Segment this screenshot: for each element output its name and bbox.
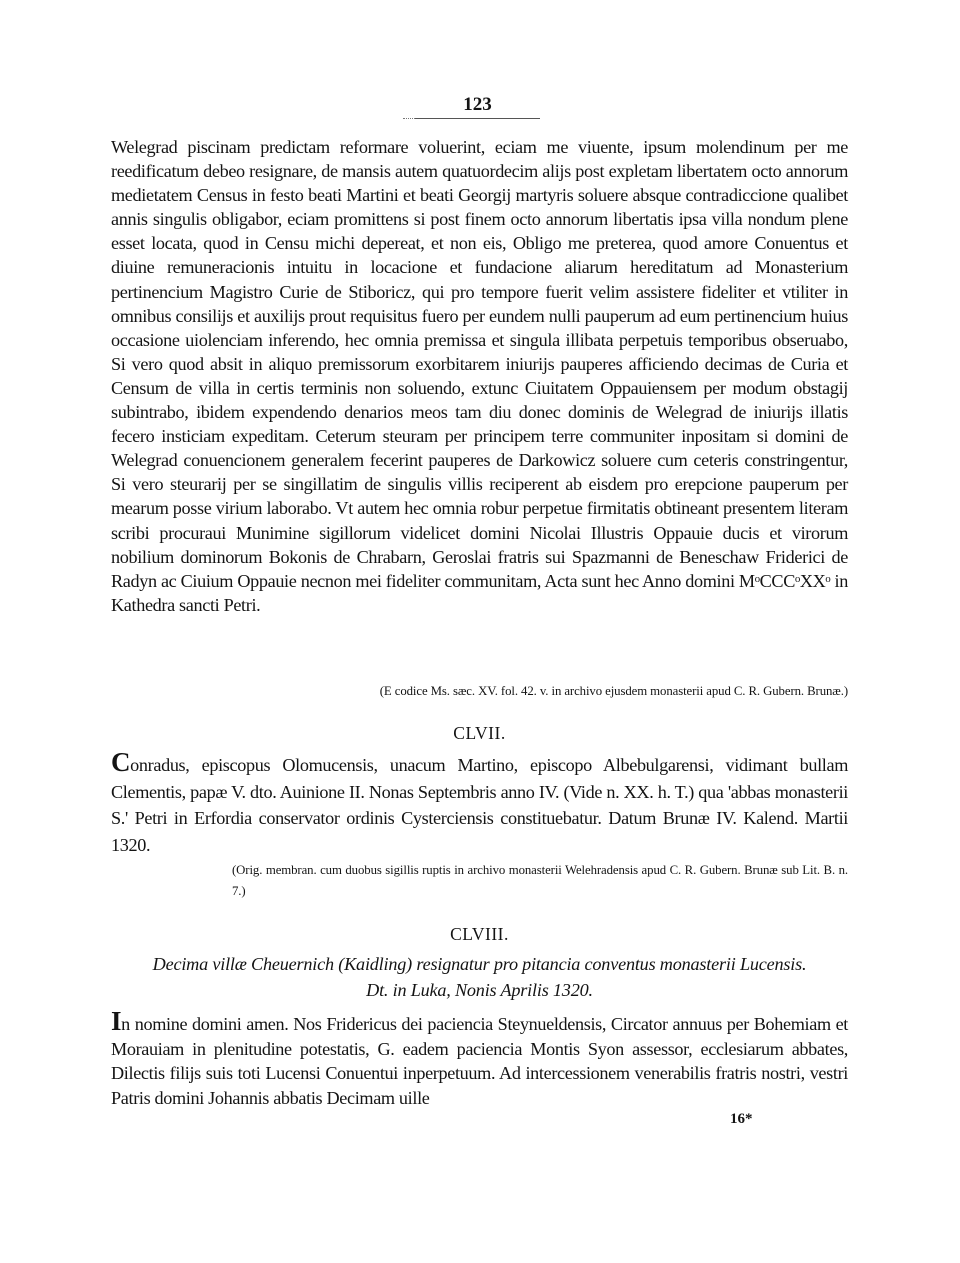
regest-line-1: Decima villæ Cheuernich (Kaidling) resignatur pro pitancia conventus monasterii Lucensis. — [152, 954, 807, 974]
document-text-clviii — [111, 1006, 848, 1110]
page-number: 123 — [415, 93, 540, 119]
source-note: (E codice Ms. sæc. XV. fol. 42. v. in archivo ejusdem monasterii apud C. R. Gubern. Brunæ.) — [379, 684, 848, 698]
document-number-clviii: CLVIII. — [450, 924, 509, 944]
source-note-clvii: (Orig. membran. cum duobus sigillis ruptis in archivo monasterii Welehradensis apud C. R. Gubern. Brunæ sub Lit. B. n. 7.) — [232, 863, 848, 898]
initial-letter: I — [111, 1006, 122, 1036]
initial-letter: C — [111, 747, 131, 777]
regest-line-2: Dt. in Luka, Nonis Aprilis 1320. — [366, 979, 593, 1000]
signature-mark: 16* — [730, 1111, 753, 1127]
continued-document-text: Welegrad piscinam predictam reformare voluerint, eciam me viuente, ipsum molendinum per me reedificatum debeo resignare, de mansis autem quatuordecim alijs post expletam libertatem octo annorum medietatem Census in festo beati Martini et beati Georgij martyris soluere absque contradiccione qualibet annis singulis obligabor, eciam promittens si post finem octo annorum libertatis ipsa villa nondum plene esset locata, quod in Censu michi depereat, et non eis, Obligo me preterea, quod amore Conuentus et diuine remuneracionis intuitu in locacione et fundacione aliarum hereditatum ad Monasterium pertinencium Magistro Curie de Stiboricz, qui pro tempore fuerit velim assistere fideliter et vtiliter in omnibus consilijs et auxilijs prout requisitus fuero per eundem nulli pauperum ad eum pertinencium huius occasione uiolenciam inferendo, hec omnia premissa et singula illibata perpetuis temporibus obseruabo, Si vero quod absit in aliquo premissorum exorbitarem iniurijs pauperes afficiendo decimas de Curia et Censum de villa in certis terminis non soluendo, extunc Ciuitatem Oppauiensem per modum obstagij subintrabo, ibidem expendendo denarios meos tam diu donec dominis de Welegrad de iniurijs illatis fecero insticiam expeditam. Ceterum steuram per principem terre communiter inpositam si domini de Welegrad conuencionem generalem fecerint pauperes de Darkowicz soluere cum ceteris constringentur, Si vero steurarij per se singillatim de singulis villis reciperent ab eisdem pro erepcione pauperum per mearum posse virium laborabo. Vt autem hec omnia robur perpetue firmitatis obtineant presentem literam scribi procuraui Munimine sigillorum videlicet domini Nicolai Illustris Oppauie ducis et virorum nobilium dominorum Bokonis de Chrabarn, Geroslai fratris sui Spazmanni de Beneschaw Friderici de Radyn ac Ciuium Oppauie necnon mei fideliter communitam, Acta sunt hec Anno domini MᵒCCCᵒXXᵒ in Kathedra sancti Petri. — [111, 137, 848, 615]
document-number-clvii: CLVII. — [453, 723, 506, 743]
document-text-clvii-body: onradus, episcopus Olomucensis, unacum Martino, episcopo Albebulgarensi, vidimant bullam Clementis, papæ V. dto. Auinione II. Nonas Septembris anno IV. (Vide n. XX. h. T.) qua 'abbas monasterii S.' Petri in Erfordia conservator ordinis Cysterciensis constituebatur. Datum Brunæ IV. Kalend. Martii 1320. — [111, 755, 848, 855]
document-text-clviii-body: n nomine domini amen. Nos Fridericus dei paciencia Steynueldensis, Circator annuus per Bohemiam et Morauiam in plenitudine potestatis, G. eadem paciencia Montis Syon assessor, ecclesiarum abbates, Dilectis filijs suis toti Lucensi Conuentui inperpetuum. Ad intercessionem venerabilis fratris nostri, vestri Patris domini Johannis abbatis Decimam uille — [111, 1014, 848, 1108]
regest-clviii — [111, 952, 848, 1003]
document-text-clvii — [111, 747, 848, 858]
